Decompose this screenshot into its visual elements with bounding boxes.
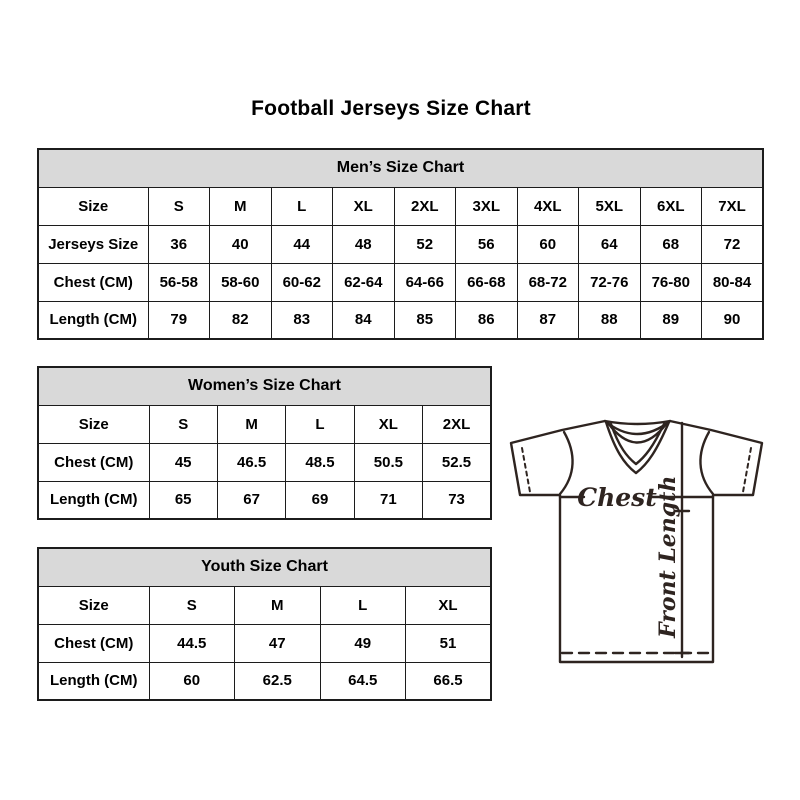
value-cell: 52.5 (423, 443, 491, 481)
value-cell: 68 (640, 225, 702, 263)
value-cell: M (235, 586, 321, 624)
value-cell: 44 (271, 225, 333, 263)
row-header-cell: Size (38, 586, 149, 624)
value-cell: 36 (148, 225, 210, 263)
value-cell: 5XL (579, 187, 641, 225)
table-title-row (38, 548, 491, 586)
value-cell: 44.5 (149, 624, 235, 662)
value-cell: XL (333, 187, 395, 225)
table-row (38, 443, 491, 481)
table-title: Men’s Size Chart (38, 149, 763, 187)
value-cell: 86 (456, 301, 518, 339)
value-cell: 87 (517, 301, 579, 339)
value-cell: 84 (333, 301, 395, 339)
value-cell: 45 (149, 443, 217, 481)
table-row (38, 405, 491, 443)
value-cell: 58-60 (210, 263, 272, 301)
value-cell: S (149, 586, 235, 624)
value-cell: 72-76 (579, 263, 641, 301)
chest-label: Chest (577, 483, 657, 512)
row-header-cell: Length (CM) (38, 662, 149, 700)
value-cell: M (210, 187, 272, 225)
table-row (38, 586, 491, 624)
value-cell: 62.5 (235, 662, 321, 700)
front-length-label: Front Length (655, 475, 681, 638)
value-cell: XL (406, 586, 492, 624)
value-cell: 90 (702, 301, 764, 339)
value-cell: M (217, 405, 285, 443)
value-cell: 71 (354, 481, 422, 519)
value-cell: L (286, 405, 354, 443)
value-cell: 85 (394, 301, 456, 339)
value-cell: 73 (423, 481, 491, 519)
table-title-row (38, 149, 763, 187)
table-title: Youth Size Chart (38, 548, 491, 586)
row-header-cell: Length (CM) (38, 301, 148, 339)
value-cell: XL (354, 405, 422, 443)
value-cell: 83 (271, 301, 333, 339)
row-header-cell: Jerseys Size (38, 225, 148, 263)
page-title: Football Jerseys Size Chart (251, 97, 531, 120)
value-cell: 67 (217, 481, 285, 519)
table-row (38, 263, 763, 301)
value-cell: 51 (406, 624, 492, 662)
value-cell: 65 (149, 481, 217, 519)
jersey-outline (511, 421, 762, 662)
value-cell: 2XL (423, 405, 491, 443)
value-cell: 47 (235, 624, 321, 662)
value-cell: 76-80 (640, 263, 702, 301)
value-cell: 60-62 (271, 263, 333, 301)
table-row (38, 481, 491, 519)
jersey-diagram-svg (500, 405, 780, 677)
value-cell: 64 (579, 225, 641, 263)
value-cell: 68-72 (517, 263, 579, 301)
table-title: Women’s Size Chart (38, 367, 491, 405)
value-cell: 72 (702, 225, 764, 263)
value-cell: 66.5 (406, 662, 492, 700)
value-cell: 62-64 (333, 263, 395, 301)
row-header-cell: Length (CM) (38, 481, 149, 519)
value-cell: 56-58 (148, 263, 210, 301)
value-cell: 4XL (517, 187, 579, 225)
row-header-cell: Chest (CM) (38, 624, 149, 662)
row-header-cell: Size (38, 405, 149, 443)
value-cell: 52 (394, 225, 456, 263)
value-cell: S (148, 187, 210, 225)
table-row (38, 662, 491, 700)
value-cell: 82 (210, 301, 272, 339)
value-cell: 64.5 (320, 662, 406, 700)
value-cell: 80-84 (702, 263, 764, 301)
value-cell: 88 (579, 301, 641, 339)
value-cell: 69 (286, 481, 354, 519)
value-cell: 40 (210, 225, 272, 263)
value-cell: 48 (333, 225, 395, 263)
value-cell: S (149, 405, 217, 443)
value-cell: L (320, 586, 406, 624)
value-cell: 3XL (456, 187, 518, 225)
value-cell: 89 (640, 301, 702, 339)
table-row (38, 624, 491, 662)
value-cell: 56 (456, 225, 518, 263)
value-cell: 49 (320, 624, 406, 662)
value-cell: 60 (149, 662, 235, 700)
womens-size-chart-table (37, 366, 492, 520)
value-cell: L (271, 187, 333, 225)
table-row (38, 301, 763, 339)
value-cell: 46.5 (217, 443, 285, 481)
table-row (38, 225, 763, 263)
table-title-row (38, 367, 491, 405)
value-cell: 64-66 (394, 263, 456, 301)
value-cell: 50.5 (354, 443, 422, 481)
value-cell: 66-68 (456, 263, 518, 301)
row-header-cell: Chest (CM) (38, 443, 149, 481)
value-cell: 79 (148, 301, 210, 339)
mens-size-chart-table (37, 148, 764, 340)
value-cell: 2XL (394, 187, 456, 225)
value-cell: 7XL (702, 187, 764, 225)
jersey-measurement-diagram (500, 405, 780, 677)
table-row (38, 187, 763, 225)
value-cell: 60 (517, 225, 579, 263)
youth-size-chart-table (37, 547, 492, 701)
row-header-cell: Size (38, 187, 148, 225)
value-cell: 48.5 (286, 443, 354, 481)
value-cell: 6XL (640, 187, 702, 225)
row-header-cell: Chest (CM) (38, 263, 148, 301)
